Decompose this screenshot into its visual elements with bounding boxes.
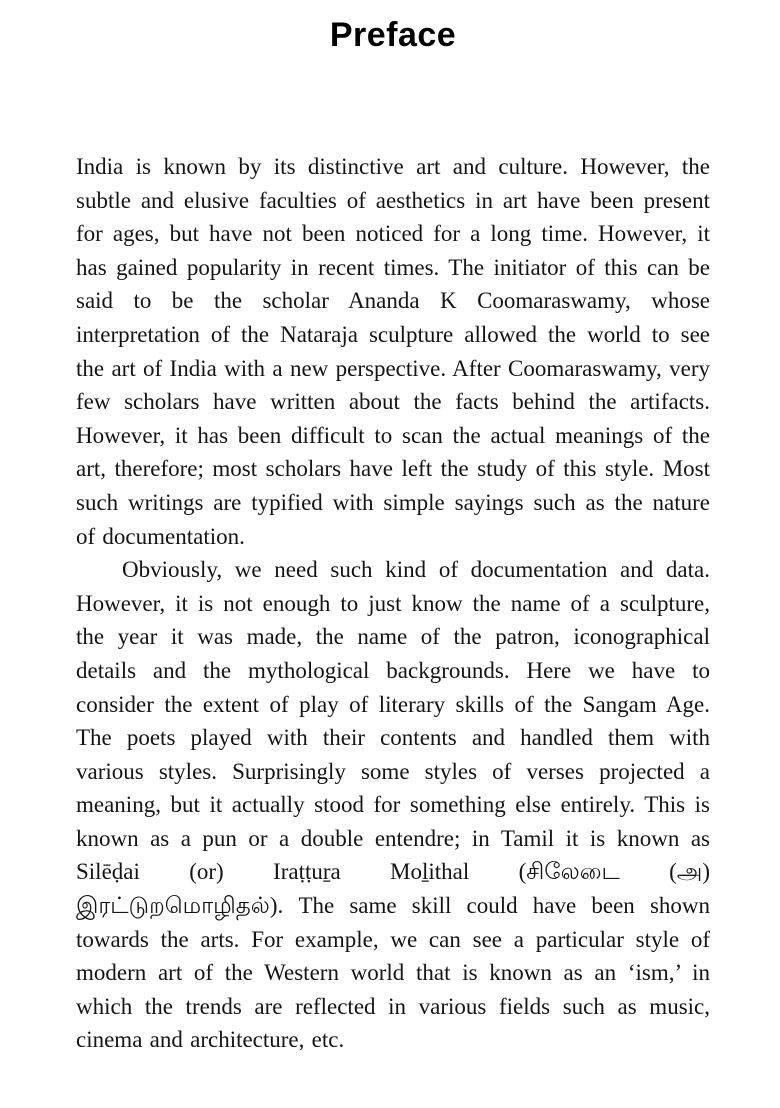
paragraph-1: India is known by its distinctive art and culture. However, the subtle and elusive faculties of aesthetics in art have been present for ages, but have not been noticed for a long time. However, it has gained popularity in recent times. The initiator of this can be said to be the scholar Ananda K Coomaraswamy, whose interpretation of the Nataraja sculpture allowed the world to see the art of India with a new perspective. After Coomaraswamy, very few scholars have written about the facts behind the artifacts. However, it has been difficult to scan the actual meanings of the art, therefore; most scholars have left the study of this style. Most such writings are typified with simple sayings such as the nature of documentation. [76, 154, 710, 549]
paragraph-2: Obviously, we need such kind of documentation and data. However, it is not enough to just know the name of a sculpture, the year it was made, the name of the patron, iconographical details and the mythological backgrounds. Here we have to consider the extent of play of literary skills of the Sangam Age. The poets played with their contents and handled them with various styles. Surprisingly some styles of verses projected a meaning, but it actually stood for something else entirely. This is known as a pun or a double entendre; in Tamil it is known as Silēḍai (or) Iraṭṭuṟa Moḻithal (சிலேடை (அ) இரட்டுறமொழிதல்). The same skill could have been shown towards the arts. For example, we can see a particular style of modern art of the Western world that is known as an ‘ism,’ in which the trends are reflected in various fields such as music, cinema and architecture, etc. [76, 557, 710, 1053]
page-body [76, 150, 710, 1057]
page-title: Preface [329, 16, 457, 54]
